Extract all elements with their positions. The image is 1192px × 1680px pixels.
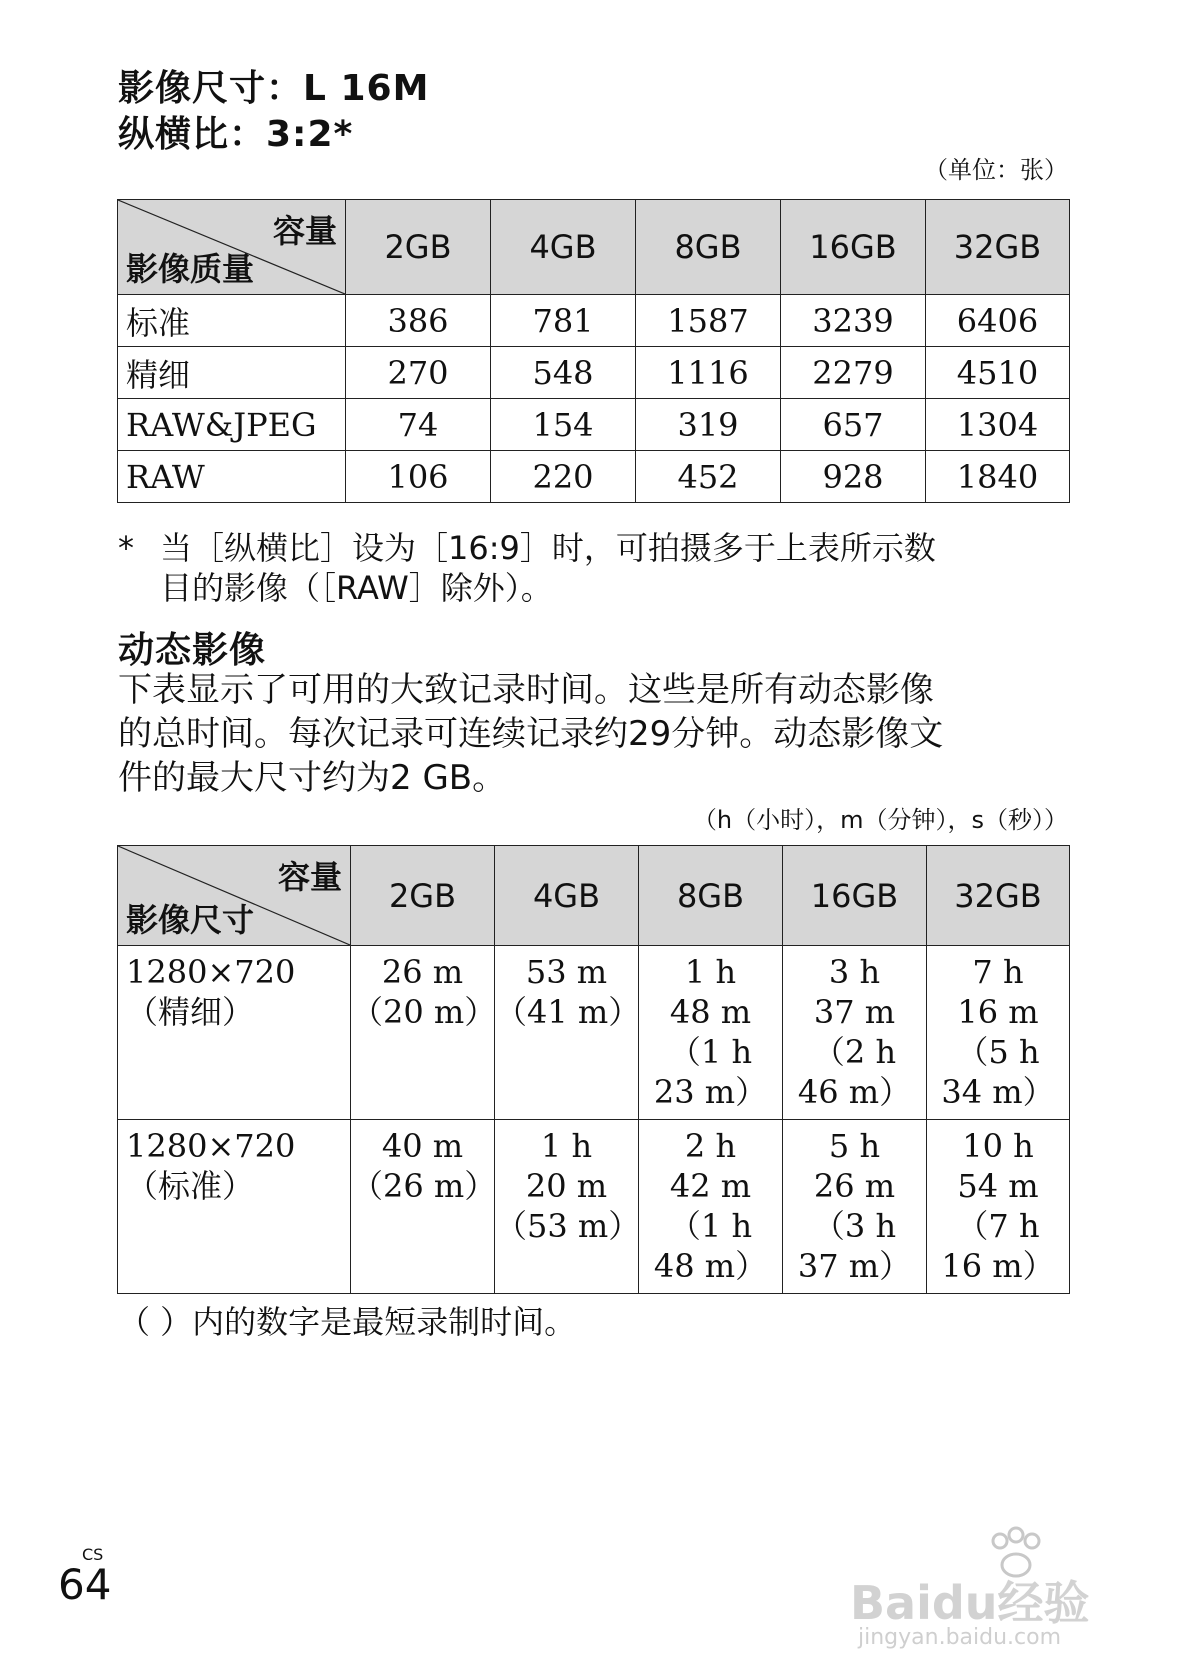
table-cell: 106 <box>346 451 491 503</box>
movie-col-header: 32GB <box>927 846 1070 946</box>
table-row <box>118 1120 1070 1294</box>
still-col-header: 8GB <box>636 200 781 295</box>
language-code: CS <box>82 1545 104 1564</box>
table-cell: 928 <box>781 451 926 503</box>
movie-recording-table <box>117 845 1070 1294</box>
page-number: 64 <box>58 1560 112 1609</box>
row-label: 1280×720 （标准） <box>118 1120 351 1294</box>
still-col-header: 32GB <box>926 200 1070 295</box>
table-cell: 53 m （41 m） <box>495 946 639 1120</box>
table-cell: 781 <box>491 295 636 347</box>
movie-capacity-header: 容量 <box>277 858 342 896</box>
table-cell: 5 h 26 m （3 h 37 m） <box>783 1120 927 1294</box>
still-capacity-table <box>117 199 1070 503</box>
table-row <box>118 451 1070 503</box>
table-cell: 220 <box>491 451 636 503</box>
table-cell: 1 h 48 m （1 h 23 m） <box>639 946 783 1120</box>
table-row <box>118 295 1070 347</box>
table-cell: 1304 <box>926 399 1070 451</box>
movie-col-header: 2GB <box>351 846 495 946</box>
movie-paragraph-line1: 下表显示了可用的大致记录时间。这些是所有动态影像 <box>118 670 934 710</box>
still-footnote-line2: 目的影像（［RAW］除外）。 <box>160 569 553 607</box>
movie-unit-label: （h（小时），m（分钟），s（秒）） <box>692 806 1068 834</box>
table-cell: 7 h 16 m （5 h 34 m） <box>927 946 1070 1120</box>
still-unit-label: （单位：张） <box>924 156 1068 184</box>
movie-col-header: 8GB <box>639 846 783 946</box>
table-cell: 319 <box>636 399 781 451</box>
movie-paragraph-line3: 件的最大尺寸约为2 GB。 <box>118 758 507 798</box>
baidu-watermark <box>850 1525 1150 1655</box>
still-corner-header <box>118 200 346 295</box>
table-cell: 2 h 42 m （1 h 48 m） <box>639 1120 783 1294</box>
table-cell: 1840 <box>926 451 1070 503</box>
table-cell: 548 <box>491 347 636 399</box>
table-cell: 1116 <box>636 347 781 399</box>
still-col-header: 16GB <box>781 200 926 295</box>
row-label: 1280×720 （精细） <box>118 946 351 1120</box>
table-cell: 10 h 54 m （7 h 16 m） <box>927 1120 1070 1294</box>
still-quality-header: 影像质量 <box>126 250 255 288</box>
table-cell: 6406 <box>926 295 1070 347</box>
still-col-header: 2GB <box>346 200 491 295</box>
table-row <box>118 347 1070 399</box>
table-cell: 74 <box>346 399 491 451</box>
table-cell: 3 h 37 m （2 h 46 m） <box>783 946 927 1120</box>
movie-corner-header <box>118 846 351 946</box>
movie-paragraph-line2: 的总时间。每次记录可连续记录约29分钟。动态影像文 <box>118 714 944 754</box>
table-cell: 2279 <box>781 347 926 399</box>
table-cell: 657 <box>781 399 926 451</box>
table-cell: 4510 <box>926 347 1070 399</box>
image-size-line: 影像尺寸：L 16M <box>118 68 430 109</box>
table-cell: 386 <box>346 295 491 347</box>
row-label: 标准 <box>118 295 346 347</box>
still-col-header: 4GB <box>491 200 636 295</box>
table-cell: 270 <box>346 347 491 399</box>
still-capacity-header: 容量 <box>272 212 337 250</box>
table-cell: 26 m （20 m） <box>351 946 495 1120</box>
movie-heading: 动态影像 <box>118 630 267 671</box>
row-label: RAW&JPEG <box>118 399 346 451</box>
table-cell: 40 m （26 m） <box>351 1120 495 1294</box>
table-cell: 154 <box>491 399 636 451</box>
watermark-brand: Baidu经验 <box>850 1576 1090 1630</box>
watermark-url: jingyan.baidu.com <box>858 1625 1062 1650</box>
row-label: RAW <box>118 451 346 503</box>
row-label: 精细 <box>118 347 346 399</box>
movie-col-header: 16GB <box>783 846 927 946</box>
movie-col-header: 4GB <box>495 846 639 946</box>
aspect-ratio-line: 纵横比：3:2* <box>118 114 354 155</box>
still-footnote-mark: * <box>118 529 134 567</box>
table-cell: 1 h 20 m （53 m） <box>495 1120 639 1294</box>
still-footnote-line1: 当［纵横比］设为［16:9］时，可拍摄多于上表所示数 <box>160 529 936 567</box>
movie-footnote: （ ）内的数字是最短录制时间。 <box>118 1303 577 1341</box>
table-row <box>118 946 1070 1120</box>
table-cell: 1587 <box>636 295 781 347</box>
table-row <box>118 399 1070 451</box>
table-cell: 452 <box>636 451 781 503</box>
movie-size-header: 影像尺寸 <box>126 901 255 939</box>
table-cell: 3239 <box>781 295 926 347</box>
